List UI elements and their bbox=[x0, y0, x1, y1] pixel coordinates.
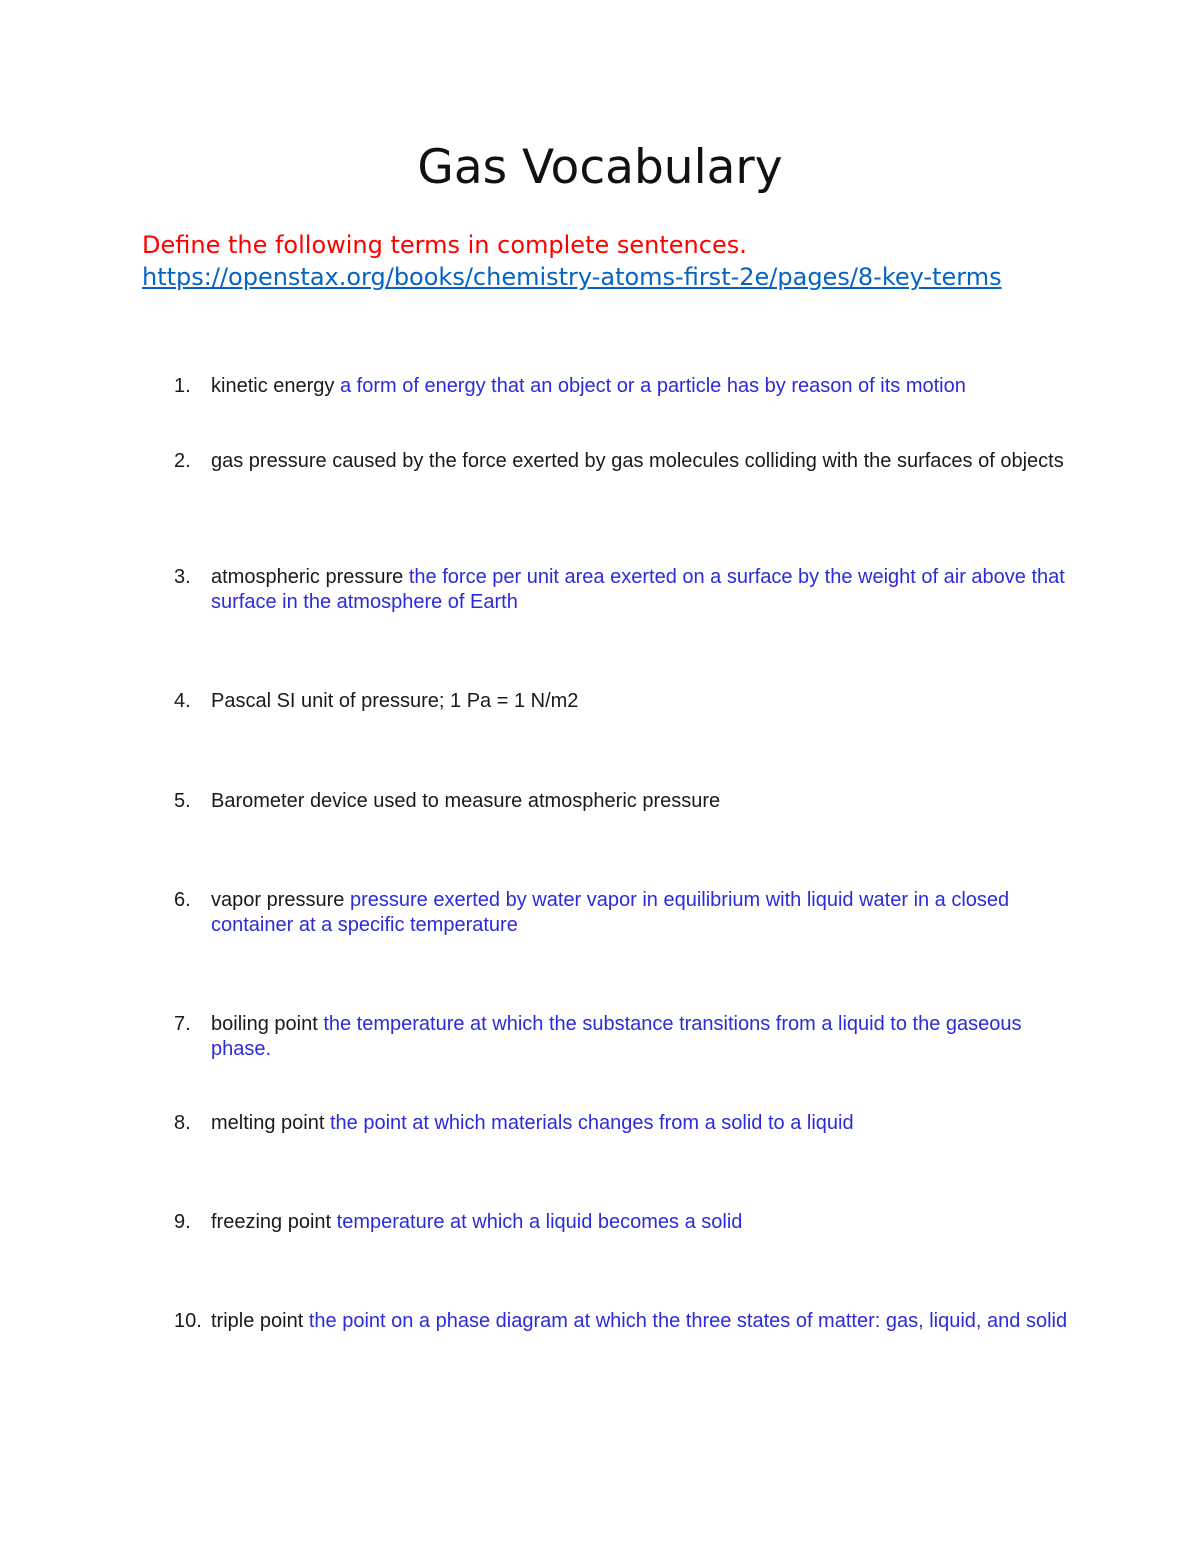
term: gas pressure bbox=[211, 450, 327, 472]
list-item bbox=[174, 565, 1074, 615]
definition: the point at which materials changes from a solid to a liquid bbox=[329, 1112, 854, 1134]
reference-link[interactable]: https://openstax.org/books/chemistry-atoms-first-2e/pages/8-key-terms bbox=[142, 263, 1002, 291]
term: freezing point bbox=[211, 1211, 332, 1233]
list-item bbox=[174, 1309, 1074, 1334]
term: atmospheric pressure bbox=[211, 566, 404, 588]
item-number: 8. bbox=[174, 1112, 191, 1134]
item-number: 5. bbox=[174, 790, 191, 812]
definition: pressure exerted by water vapor in equilibrium with liquid water in a closed container at a specific temperature bbox=[211, 889, 1010, 936]
definition: the temperature at which the substance transitions from a liquid to the gaseous phase. bbox=[211, 1013, 1022, 1060]
item-number: 6. bbox=[174, 889, 191, 911]
list-item bbox=[174, 449, 1074, 474]
list-item bbox=[174, 1012, 1074, 1062]
definition: caused by the force exerted by gas molecules colliding with the surfaces of objects bbox=[332, 450, 1064, 472]
item-number: 3. bbox=[174, 566, 191, 588]
instructions-block bbox=[142, 229, 1072, 293]
list-item bbox=[174, 689, 1074, 714]
term: kinetic energy bbox=[211, 375, 335, 397]
list-item bbox=[174, 1111, 1074, 1136]
item-number: 2. bbox=[174, 450, 191, 472]
instructions-text: Define the following terms in complete sentences. bbox=[142, 231, 747, 259]
definition: temperature at which a liquid becomes a solid bbox=[336, 1211, 743, 1233]
page-title: Gas Vocabulary bbox=[417, 140, 783, 195]
term: Barometer bbox=[211, 790, 305, 812]
item-number: 4. bbox=[174, 690, 191, 712]
term: boiling point bbox=[211, 1013, 318, 1035]
definition: the point on a phase diagram at which the three states of matter: gas, liquid, and solid bbox=[308, 1310, 1068, 1332]
term: melting point bbox=[211, 1112, 325, 1134]
term: Pascal bbox=[211, 690, 272, 712]
definition: SI unit of pressure; 1 Pa = 1 N/m2 bbox=[276, 690, 579, 712]
item-number: 9. bbox=[174, 1211, 191, 1233]
list-item bbox=[174, 1210, 1074, 1235]
definition: a form of energy that an object or a particle has by reason of its motion bbox=[339, 375, 966, 397]
term: vapor pressure bbox=[211, 889, 345, 911]
list-item bbox=[174, 374, 1074, 399]
item-number: 10. bbox=[174, 1310, 202, 1332]
list-item bbox=[174, 789, 1074, 814]
list-item bbox=[174, 888, 1074, 938]
term: triple point bbox=[211, 1310, 304, 1332]
item-number: 1. bbox=[174, 375, 191, 397]
definition: device used to measure atmospheric pressure bbox=[309, 790, 721, 812]
definition: the force per unit area exerted on a surface by the weight of air above that surface in the atmosphere of Earth bbox=[211, 566, 1065, 613]
item-number: 7. bbox=[174, 1013, 191, 1035]
